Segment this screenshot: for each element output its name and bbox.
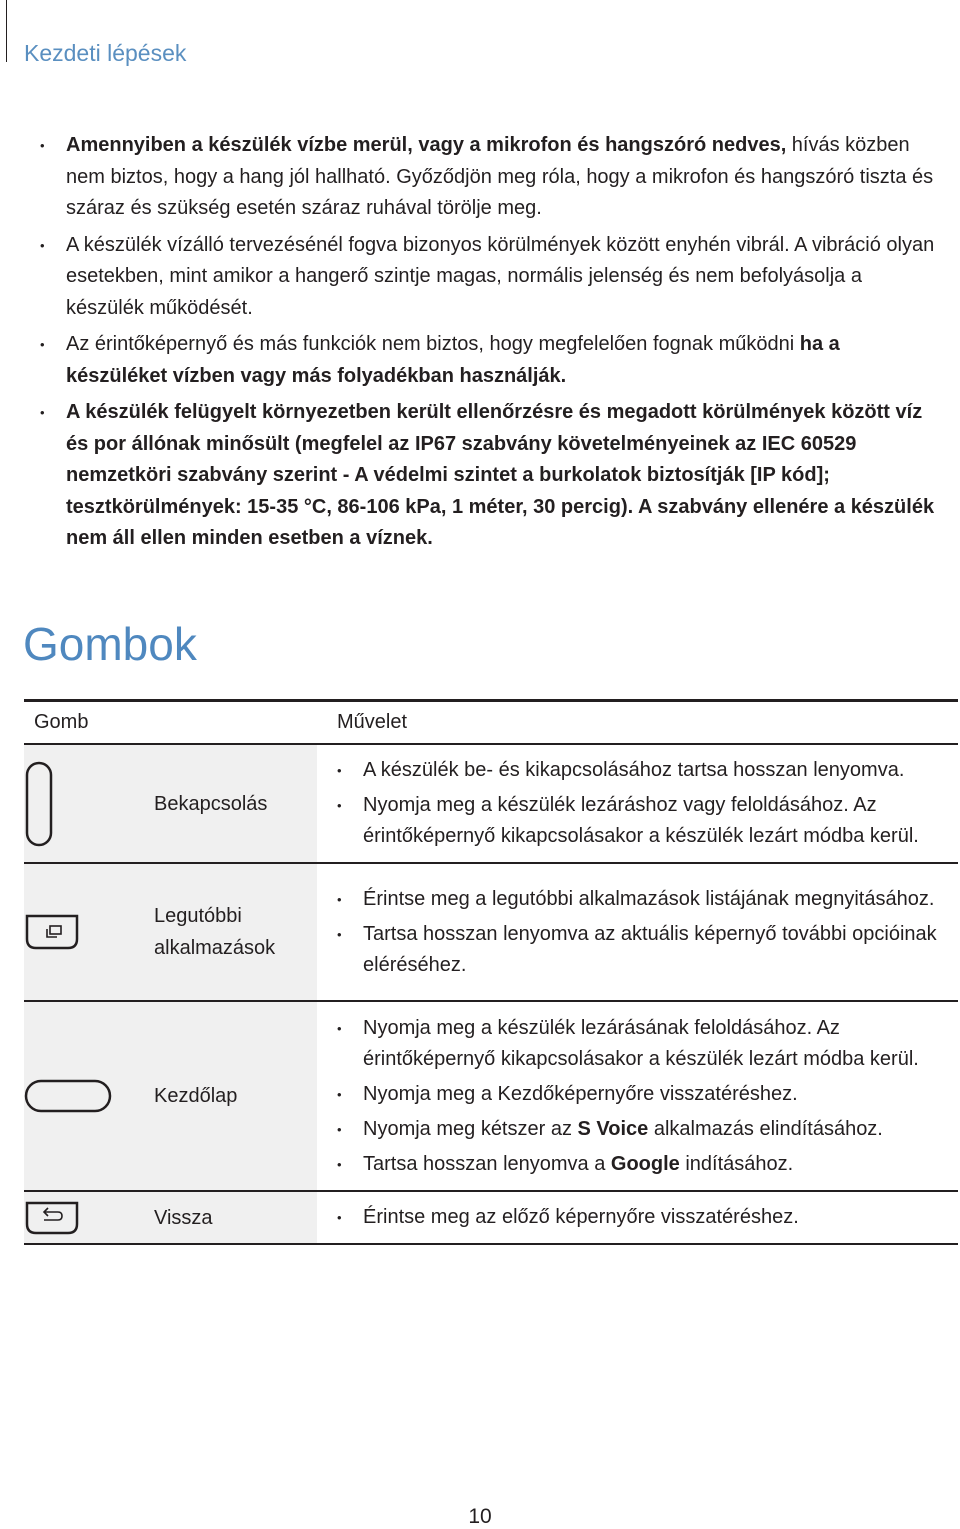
keys-table — [24, 699, 958, 1245]
column-header-key: Gomb — [34, 711, 89, 733]
section-title: Gombok — [23, 618, 197, 670]
table-row — [24, 744, 958, 863]
key-name: Bekapcsolás — [144, 744, 317, 863]
home-key-icon — [24, 1001, 144, 1191]
back-key-icon — [24, 1191, 144, 1244]
action-item: • Nyomja meg a készülék lezárásának feloldásához. Az érintőképernyő kikapcsolásakor a készülék lezárt módba kerül. — [337, 1013, 948, 1075]
action-item: • Tartsa hosszan lenyomva az aktuális képernyő további opcióinak eléréséhez. — [337, 919, 948, 981]
key-name: Vissza — [144, 1191, 317, 1244]
key-name: Legutóbbi alkalmazások — [144, 863, 317, 1001]
list-item: • Amennyiben a készülék vízbe merül, vagy a mikrofon és hangszóró nedves, hívás közben nem biztos, hogy a hang jól hallható. Győződjön meg róla, hogy a mikrofon és hangszóró tiszta és száraz és szükség esetén száraz ruhával törölje meg. — [40, 130, 940, 225]
power-key-icon — [24, 744, 144, 863]
action-item: • Nyomja meg a Kezdőképernyőre visszatéréshez. — [337, 1079, 948, 1110]
page-number: 10 — [468, 1505, 492, 1528]
action-item: • Tartsa hosszan lenyomva a Google indításához. — [337, 1149, 948, 1180]
key-actions — [317, 863, 958, 1001]
key-actions — [317, 744, 958, 863]
list-item: • A készülék vízálló tervezésénél fogva bizonyos körülmények között enyhén vibrál. A vibráció olyan esetekben, mint amikor a hangerő szintje magas, normális jelenség és nem befolyásolja a készülék működését. — [40, 230, 940, 325]
list-item: • A készülék felügyelt környezetben került ellenőrzésre és megadott körülmények között víz és por állónak minősült (megfelel az IP67 szabvány követelményeinek az IEC 60529 nemzetköri szabvány szerint - A védelmi szintet a burkolatok biztosítják [IP kód]; tesztkörülmények: 15-35 °C, 86-106 kPa, 1 méter, 30 percig). A szabvány ellenére a készülék nem áll ellen minden esetben a víznek. — [40, 397, 940, 555]
key-name: Kezdőlap — [144, 1001, 317, 1191]
key-actions — [317, 1001, 958, 1191]
key-actions — [317, 1191, 958, 1244]
recent-apps-key-icon — [24, 863, 144, 1001]
action-item: • Érintse meg a legutóbbi alkalmazások listájának megnyitásához. — [337, 884, 948, 915]
page-header: Kezdeti lépések — [24, 40, 187, 66]
action-item: • A készülék be- és kikapcsolásához tartsa hosszan lenyomva. — [337, 755, 948, 786]
column-header-action: Művelet — [337, 711, 408, 733]
action-item: • Nyomja meg a készülék lezáráshoz vagy feloldásához. Az érintőképernyő kikapcsolásakor a készülék lezárt módba kerül. — [337, 790, 948, 852]
margin-rule — [6, 0, 7, 62]
table-row — [24, 1191, 958, 1244]
table-row — [24, 863, 958, 1001]
table-header-row — [24, 701, 958, 745]
list-item: • Az érintőképernyő és más funkciók nem biztos, hogy megfelelően fognak működni ha a készüléket vízben vagy más folyadékban használják. — [40, 329, 940, 392]
action-item: • Érintse meg az előző képernyőre visszatéréshez. — [337, 1202, 948, 1233]
warning-list — [40, 130, 940, 560]
table-row — [24, 1001, 958, 1191]
action-item: • Nyomja meg kétszer az S Voice alkalmazás elindításához. — [337, 1114, 948, 1145]
